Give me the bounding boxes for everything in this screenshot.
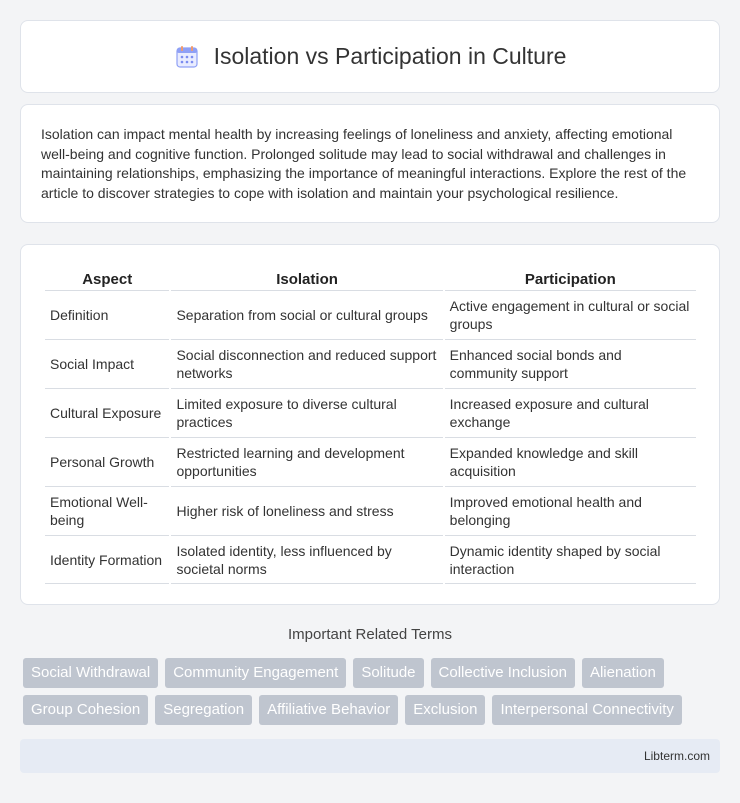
cell-participation: Enhanced social bonds and community support bbox=[445, 339, 696, 388]
cell-isolation: Separation from social or cultural groups bbox=[171, 290, 442, 339]
cell-aspect: Emotional Well-being bbox=[45, 486, 169, 535]
header-card bbox=[20, 20, 720, 93]
header-aspect: Aspect bbox=[82, 271, 133, 288]
page-title: Isolation vs Participation in Culture bbox=[213, 43, 567, 69]
cell-participation: Increased exposure and cultural exchange bbox=[445, 388, 696, 437]
table-row bbox=[45, 290, 696, 339]
cell-aspect: Personal Growth bbox=[45, 437, 169, 486]
related-term-tag[interactable]: Group Cohesion bbox=[23, 695, 148, 725]
calendar-icon bbox=[174, 44, 200, 70]
cell-isolation: Higher risk of loneliness and stress bbox=[171, 486, 442, 535]
intro-card bbox=[20, 104, 720, 223]
cell-aspect: Definition bbox=[45, 290, 169, 339]
related-term-tag[interactable]: Alienation bbox=[582, 658, 664, 688]
related-terms-title: Important Related Terms bbox=[288, 626, 452, 643]
table-row bbox=[45, 486, 696, 535]
header-isolation: Isolation bbox=[276, 271, 338, 288]
cell-isolation: Limited exposure to diverse cultural practices bbox=[171, 388, 442, 437]
cell-aspect: Identity Formation bbox=[45, 535, 169, 584]
related-term-tag[interactable]: Social Withdrawal bbox=[23, 658, 158, 688]
cell-aspect: Cultural Exposure bbox=[45, 388, 169, 437]
related-term-tag[interactable]: Affiliative Behavior bbox=[259, 695, 398, 725]
table-row bbox=[45, 388, 696, 437]
cell-participation: Dynamic identity shaped by social interaction bbox=[445, 535, 696, 584]
cell-participation: Active engagement in cultural or social groups bbox=[445, 290, 696, 339]
cell-isolation: Isolated identity, less influenced by societal norms bbox=[171, 535, 442, 584]
comparison-table bbox=[43, 265, 698, 584]
related-term-tag[interactable]: Solitude bbox=[353, 658, 423, 688]
cell-aspect: Social Impact bbox=[45, 339, 169, 388]
related-terms-list bbox=[23, 658, 723, 725]
table-header-row bbox=[45, 265, 696, 290]
table-row bbox=[45, 437, 696, 486]
cell-isolation: Social disconnection and reduced support networks bbox=[171, 339, 442, 388]
cell-participation: Expanded knowledge and skill acquisition bbox=[445, 437, 696, 486]
related-term-tag[interactable]: Segregation bbox=[155, 695, 252, 725]
comparison-card bbox=[20, 244, 720, 605]
related-term-tag[interactable]: Collective Inclusion bbox=[431, 658, 575, 688]
table-row bbox=[45, 339, 696, 388]
footer-site-link[interactable]: Libterm.com bbox=[643, 749, 710, 763]
header-participation: Participation bbox=[524, 271, 616, 288]
cell-participation: Improved emotional health and belonging bbox=[445, 486, 696, 535]
related-term-tag[interactable]: Community Engagement bbox=[165, 658, 346, 688]
footer bbox=[20, 739, 720, 773]
related-term-tag[interactable]: Interpersonal Connectivity bbox=[492, 695, 681, 725]
intro-text: Isolation can impact mental health by increasing feelings of loneliness and anxiety, affecting emotional well-being and cognitive function. Prolonged solitude may lead to social withdrawal and challenges in maintaining relationships, emphasizing the importance of meaningful interactions. Explore the rest of the article to discover strategies to cope with isolation and maintain your psychological resilience. bbox=[41, 126, 687, 201]
table-row bbox=[45, 535, 696, 584]
related-term-tag[interactable]: Exclusion bbox=[405, 695, 485, 725]
cell-isolation: Restricted learning and development opportunities bbox=[171, 437, 442, 486]
